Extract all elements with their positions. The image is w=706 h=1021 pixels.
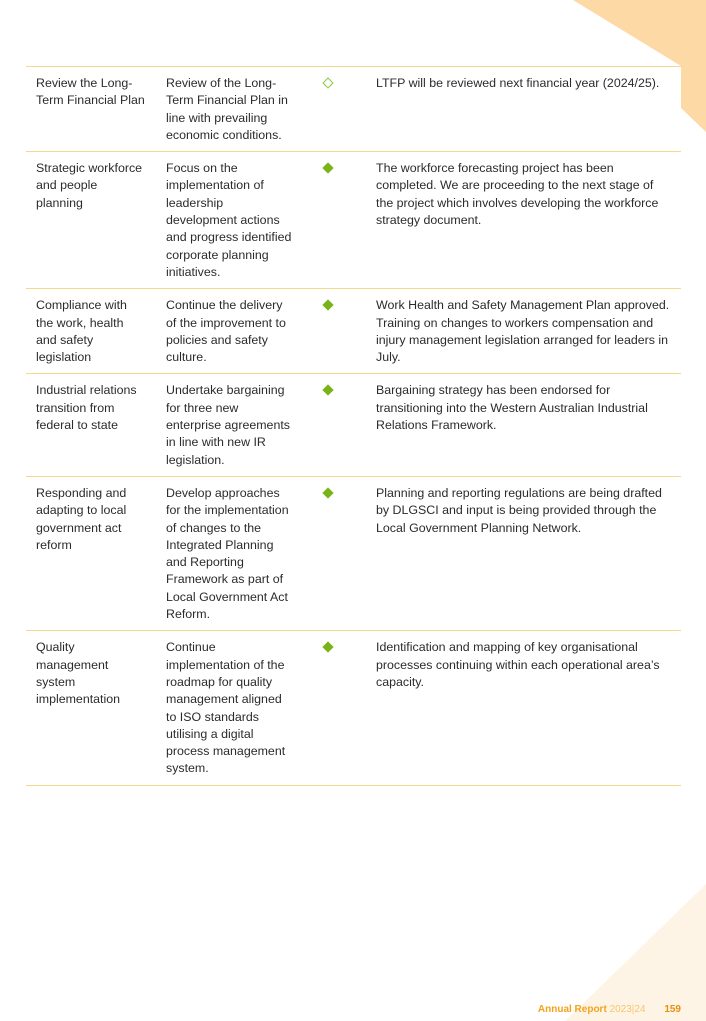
- table-row: [26, 152, 681, 289]
- focus-area-cell: Review the Long-Term Financial Plan: [26, 67, 156, 152]
- focus-area-cell: Strategic workforce and people planning: [26, 152, 156, 289]
- focus-area-cell: Compliance with the work, health and safety legislation: [26, 289, 156, 374]
- page-footer: [538, 1004, 681, 1016]
- progress-comment-cell: Work Health and Safety Management Plan approved. Training on changes to workers compensation and injury management legislation arranged for leaders in July.: [366, 289, 681, 374]
- progress-comment-cell: The workforce forecasting project has been completed. We are proceeding to the next stage of the project which involves developing the workforce strategy document.: [366, 152, 681, 289]
- focus-area-cell: Industrial relations transition from federal to state: [26, 374, 156, 476]
- status-filled-diamond-icon: [322, 300, 333, 311]
- status-cell: [303, 152, 366, 289]
- action-cell: Develop approaches for the implementation of changes to the Integrated Planning and Reporting Framework as part of Local Government Act Reform.: [156, 476, 303, 630]
- progress-comment-cell: Planning and reporting regulations are being drafted by DLGSCI and input is being provided through the Local Government Planning Network.: [366, 476, 681, 630]
- focus-area-cell: Responding and adapting to local government act reform: [26, 476, 156, 630]
- corner-decoration-bottom: [0, 880, 706, 1021]
- footer-year: 2023|24: [609, 1004, 646, 1015]
- table-row: [26, 289, 681, 374]
- status-open-diamond-icon: [322, 77, 333, 88]
- action-cell: Review of the Long-Term Financial Plan in line with prevailing economic conditions.: [156, 67, 303, 152]
- page-number: 159: [664, 1004, 681, 1015]
- status-filled-diamond-icon: [322, 642, 333, 653]
- focus-area-cell: Quality management system implementation: [26, 631, 156, 785]
- action-cell: Undertake bargaining for three new enterprise agreements in line with new IR legislation.: [156, 374, 303, 476]
- progress-comment-cell: LTFP will be reviewed next financial year (2024/25).: [366, 67, 681, 152]
- status-cell: [303, 631, 366, 785]
- status-cell: [303, 289, 366, 374]
- status-filled-diamond-icon: [322, 385, 333, 396]
- progress-comment-cell: Identification and mapping of key organisational processes continuing within each operational area’s capacity.: [366, 631, 681, 785]
- table-row: [26, 631, 681, 785]
- status-cell: [303, 476, 366, 630]
- progress-comment-cell: Bargaining strategy has been endorsed for transitioning into the Western Australian Industrial Relations Framework.: [366, 374, 681, 476]
- table-row: [26, 476, 681, 630]
- progress-table: [26, 66, 681, 786]
- status-filled-diamond-icon: [322, 487, 333, 498]
- status-cell: [303, 374, 366, 476]
- action-cell: Continue the delivery of the improvement to policies and safety culture.: [156, 289, 303, 374]
- footer-report-label: Annual Report: [537, 1004, 607, 1015]
- action-cell: Focus on the implementation of leadership development actions and progress identified corporate planning initiatives.: [156, 152, 303, 289]
- table-row: [26, 67, 681, 152]
- table-row: [26, 374, 681, 476]
- status-cell: [303, 67, 366, 152]
- status-filled-diamond-icon: [322, 163, 333, 174]
- action-cell: Continue implementation of the roadmap for quality management aligned to ISO standards utilising a digital process management system.: [156, 631, 303, 785]
